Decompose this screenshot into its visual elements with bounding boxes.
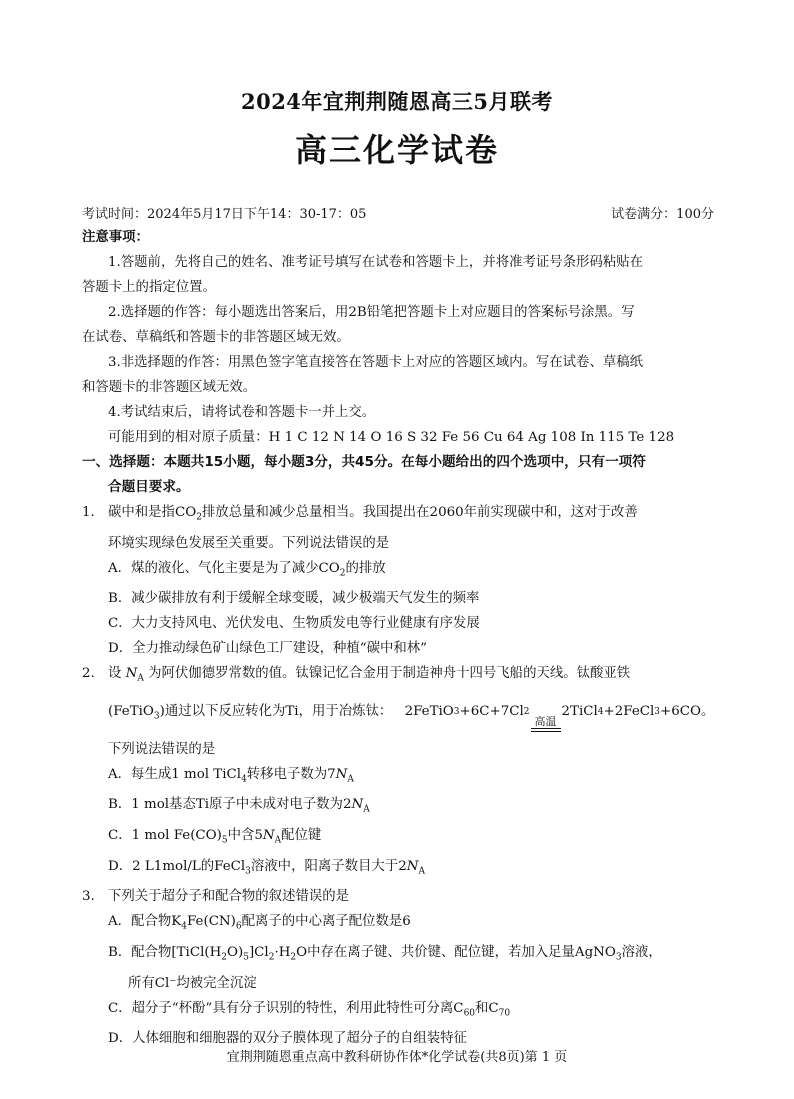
question-stem: 碳中和是指$CO_2$排放总量和减少总量相当。我国提出在2060年前实现碳中和，这对于改善 (108, 505, 638, 523)
question-stem-cont: 下列说法错误的是 (108, 741, 216, 757)
option-b: B．减少碳排放有利于缓解全球变暖，减少极端天气发生的频率 (108, 591, 480, 607)
option-b-cont: 所有Cl⁻均被完全沉淀 (128, 975, 257, 991)
exam-title: 2024年宜荆荆随恩高三5月联考 (240, 89, 554, 114)
atomic-masses: 可能用到的相对原子质量：H 1 C 12 N 14 O 16 S 32 Fe 56 Cu 64 Ag 108 In 115 Te 128 (108, 430, 675, 445)
question-number: 2. (82, 666, 95, 682)
question-1 (82, 500, 714, 531)
question-stem: 设 $N_A$ 为阿伏伽德罗常数的值。钛镍记忆合金用于制造神舟十四号飞船的天线。钛酸亚铁 (108, 666, 631, 685)
option-d: D．全力推动绿色矿山绿色工厂建设，种植“碳中和林” (108, 641, 428, 657)
reaction-line: (FeTiO$_3$)通过以下反应转化为Ti，用于冶炼钛： 2FeTiO 3 +6C+7Cl 2 高温 2TiCl 4 +2FeCl 3 +6CO 。 (82, 692, 714, 737)
notice-item-2: 2.选择题的作答：每小题选出答案后，用2B铅笔把答题卡上对应题目的答案标号涂黑。写 (108, 305, 635, 320)
option-b: B．配合物$[TiCl(H_2O)_5]Cl_2\cdot H_2O$中存在离子键、共价键、配位键，若加入足量AgNO$_3$溶液， (108, 945, 662, 963)
notice-item-3: 3.非选择题的作答：用黑色签字笔直接答在答题卡上对应的答题区域内。写在试卷、草稿纸 (108, 355, 644, 370)
option-c: C．1 mol $Fe(CO)_5$中含$5N_A$配位键 (108, 828, 322, 846)
notice-heading: 注意事项： (82, 230, 149, 245)
section-heading-cont: 合题目要求。 (108, 479, 190, 495)
option-a: A．煤的液化、气化主要是为了减少$CO_2$的排放 (108, 560, 386, 579)
full-score: 试卷满分：100分 (611, 207, 714, 222)
question-3 (82, 884, 714, 909)
notice-item-4: 4.考试结束后，请将试卷和答题卡一并上交。 (108, 405, 376, 420)
page-footer: 宜荆荆随恩重点高中教科研协作体*化学试卷(共8页)第 1 页 (226, 1050, 568, 1065)
exam-body (82, 225, 714, 1051)
option-c: C．超分子“杯酚”具有分子识别的特性，利用此特性可分离$C_{60}$和$C_{70}$ (108, 1000, 511, 1019)
option-b: B．1 mol基态Ti原子中未成对电子数为$2N_A$ (108, 797, 370, 816)
option-c: C．大力支持风电、光伏发电、生物质发电等行业健康有序发展 (108, 616, 480, 632)
option-a: A．每生成1 mol TiCl$_4$转移电子数为$7N_A$ (108, 766, 354, 785)
question-2 (82, 661, 714, 692)
option-d: D．人体细胞和细胞器的双分子膜体现了超分子的自组装特征 (108, 1031, 467, 1047)
reaction-equation: 2FeTiO 3 +6C+7Cl 2 高温 2TiCl 4 +2FeCl 3 +6CO 。 (405, 692, 714, 732)
exam-meta (82, 203, 714, 222)
notice-item-3-cont: 和答题卡的非答题区域无效。 (82, 380, 257, 395)
question-number: 1. (82, 505, 95, 520)
notice-item-1: 1.答题前，先将自己的姓名、准考证号填写在试卷和答题卡上，并将准考证号条形码粘贴在 (108, 255, 644, 270)
exam-time: 考试时间：2024年5月17日下午14：30-17：05 (82, 207, 367, 222)
notice-item-2-cont: 在试卷、草稿纸和答题卡的非答题区域无效。 (82, 330, 350, 345)
question-stem: 下列关于超分子和配合物的叙述错误的是 (108, 889, 350, 905)
question-number: 3. (82, 889, 95, 905)
section-heading: 一、选择题：本题共15小题，每小题3分，共45分。在每小题给出的四个选项中，只有一项符 (82, 454, 646, 470)
reaction-condition: 高温 (531, 716, 561, 732)
option-a: A．配合物$K_4Fe(CN)_6$配离子的中心离子配位数是6 (108, 914, 411, 933)
option-d: D．2 L1mol/L的FeCl$_3$溶液中，阳离子数目大于$2N_A$ (108, 858, 425, 877)
question-stem-cont: 环境实现绿色发展至关重要。下列说法错误的是 (108, 535, 390, 551)
exam-subtitle: 高三化学试卷 (294, 131, 499, 169)
notice-item-1-cont: 答题卡上的指定位置。 (82, 280, 216, 295)
